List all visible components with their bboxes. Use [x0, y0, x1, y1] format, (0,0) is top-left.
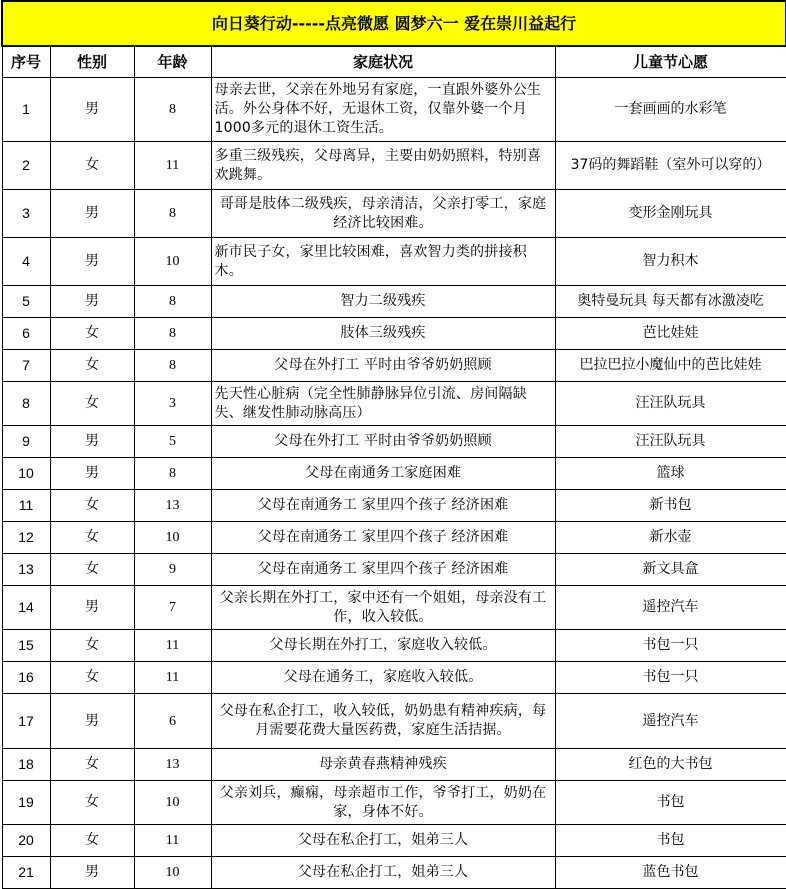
row-family-cell: 母亲去世，父亲在外地另有家庭，一直跟外婆外公生活。外公身体不好，无退休工资，仅靠外婆一个月1000多元的退休工资生活。 — [211, 78, 555, 142]
table-row — [2, 825, 786, 857]
row-index-cell: 5 — [2, 286, 50, 318]
row-family-cell: 新市民子女，家里比较困难，喜欢智力类的拼接积木。 — [211, 238, 555, 286]
row-family-cell: 父母长期在外打工，家庭收入较低。 — [211, 630, 555, 662]
row-wish-cell: 遥控汽车 — [555, 694, 786, 749]
row-gender-cell: 男 — [50, 286, 134, 318]
row-gender-cell: 女 — [50, 522, 134, 554]
title-row — [2, 1, 786, 46]
table-row — [2, 522, 786, 554]
row-index-cell: 21 — [2, 857, 50, 889]
row-family-cell: 父母在外打工 平时由爷爷奶奶照顾 — [211, 426, 555, 458]
row-age-cell: 13 — [134, 490, 211, 522]
row-family-cell: 父亲刘兵，癫痫，母亲超市工作，爷爷打工，奶奶在家，身体不好。 — [211, 781, 555, 825]
header-row — [2, 46, 786, 78]
row-gender-cell: 女 — [50, 142, 134, 190]
row-gender-cell: 女 — [50, 382, 134, 426]
row-family-cell: 父母在私企打工，收入较低，奶奶患有精神疾病，每月需要花费大量医药费，家庭生活拮据。 — [211, 694, 555, 749]
row-index-cell: 6 — [2, 318, 50, 350]
row-gender-cell: 男 — [50, 78, 134, 142]
table-row — [2, 781, 786, 825]
row-gender-cell: 女 — [50, 662, 134, 694]
row-index-cell: 17 — [2, 694, 50, 749]
table-row — [2, 286, 786, 318]
table-row — [2, 318, 786, 350]
row-family-cell: 多重三级残疾，父母离异，主要由奶奶照料，特别喜欢跳舞。 — [211, 142, 555, 190]
row-age-cell: 8 — [134, 78, 211, 142]
row-family-cell: 父母在私企打工，姐弟三人 — [211, 825, 555, 857]
row-index-cell: 9 — [2, 426, 50, 458]
row-index-cell: 18 — [2, 749, 50, 781]
row-age-cell: 7 — [134, 586, 211, 630]
row-wish-cell: 篮球 — [555, 458, 786, 490]
row-wish-cell: 芭比娃娃 — [555, 318, 786, 350]
row-family-cell: 父母在南通务工 家里四个孩子 经济困难 — [211, 490, 555, 522]
row-wish-cell: 书包一只 — [555, 662, 786, 694]
row-index-cell: 16 — [2, 662, 50, 694]
header-gender: 性别 — [50, 46, 134, 78]
header-wish: 儿童节心愿 — [555, 46, 786, 78]
row-wish-cell: 书包 — [555, 781, 786, 825]
row-index-cell: 11 — [2, 490, 50, 522]
row-wish-cell: 奥特曼玩具 每天都有冰激凌吃 — [555, 286, 786, 318]
row-wish-cell: 变形金刚玩具 — [555, 190, 786, 238]
table-row — [2, 78, 786, 142]
row-wish-cell: 汪汪队玩具 — [555, 426, 786, 458]
row-index-cell: 2 — [2, 142, 50, 190]
row-family-cell: 父母在南通务工家庭困难 — [211, 458, 555, 490]
row-index-cell: 14 — [2, 586, 50, 630]
row-family-cell: 父亲长期在外打工，家中还有一个姐姐，母亲没有工作，收入较低。 — [211, 586, 555, 630]
table-row — [2, 694, 786, 749]
row-wish-cell: 新文具盒 — [555, 554, 786, 586]
table-row — [2, 490, 786, 522]
row-family-cell: 母亲黄春燕精神残疾 — [211, 749, 555, 781]
row-family-cell: 父母在南通务工 家里四个孩子 经济困难 — [211, 522, 555, 554]
row-gender-cell: 男 — [50, 190, 134, 238]
row-family-cell: 智力二级残疾 — [211, 286, 555, 318]
row-gender-cell: 女 — [50, 630, 134, 662]
table-row — [2, 458, 786, 490]
row-gender-cell: 女 — [50, 781, 134, 825]
row-age-cell: 3 — [134, 382, 211, 426]
row-family-cell: 父母在私企打工，姐弟三人 — [211, 857, 555, 889]
row-wish-cell: 37码的舞蹈鞋（室外可以穿的） — [555, 142, 786, 190]
row-age-cell: 8 — [134, 458, 211, 490]
row-index-cell: 8 — [2, 382, 50, 426]
table-row — [2, 586, 786, 630]
row-age-cell: 5 — [134, 426, 211, 458]
sheet-title: 向日葵行动-----点亮微愿 圆梦六一 爱在崇川益起行 — [2, 1, 786, 46]
table-row — [2, 382, 786, 426]
row-index-cell: 3 — [2, 190, 50, 238]
row-gender-cell: 男 — [50, 857, 134, 889]
row-gender-cell: 女 — [50, 490, 134, 522]
row-family-cell: 父母在外打工 平时由爷爷奶奶照顾 — [211, 350, 555, 382]
table-row — [2, 662, 786, 694]
row-age-cell: 11 — [134, 142, 211, 190]
row-index-cell: 15 — [2, 630, 50, 662]
row-age-cell: 10 — [134, 781, 211, 825]
header-index: 序号 — [2, 46, 50, 78]
row-index-cell: 1 — [2, 78, 50, 142]
row-gender-cell: 男 — [50, 458, 134, 490]
header-family: 家庭状况 — [211, 46, 555, 78]
row-age-cell: 8 — [134, 318, 211, 350]
table-row — [2, 190, 786, 238]
row-gender-cell: 男 — [50, 426, 134, 458]
row-wish-cell: 书包 — [555, 825, 786, 857]
row-family-cell: 哥哥是肢体二级残疾，母亲清洁，父亲打零工，家庭经济比较困难。 — [211, 190, 555, 238]
row-wish-cell: 蓝色书包 — [555, 857, 786, 889]
row-gender-cell: 男 — [50, 238, 134, 286]
row-age-cell: 6 — [134, 694, 211, 749]
row-gender-cell: 女 — [50, 554, 134, 586]
header-age: 年龄 — [134, 46, 211, 78]
row-index-cell: 7 — [2, 350, 50, 382]
row-wish-cell: 一套画画的水彩笔 — [555, 78, 786, 142]
table-row — [2, 749, 786, 781]
row-family-cell: 先天性心脏病（完全性肺静脉异位引流、房间隔缺失、继发性肺动脉高压） — [211, 382, 555, 426]
row-wish-cell: 新书包 — [555, 490, 786, 522]
row-wish-cell: 书包一只 — [555, 630, 786, 662]
row-index-cell: 10 — [2, 458, 50, 490]
row-age-cell: 10 — [134, 857, 211, 889]
row-age-cell: 9 — [134, 554, 211, 586]
table-row — [2, 554, 786, 586]
row-age-cell: 8 — [134, 190, 211, 238]
table-row — [2, 630, 786, 662]
row-age-cell: 11 — [134, 825, 211, 857]
row-age-cell: 8 — [134, 286, 211, 318]
row-gender-cell: 女 — [50, 825, 134, 857]
row-wish-cell: 遥控汽车 — [555, 586, 786, 630]
row-age-cell: 11 — [134, 630, 211, 662]
row-family-cell: 肢体三级残疾 — [211, 318, 555, 350]
row-gender-cell: 男 — [50, 694, 134, 749]
table-row — [2, 426, 786, 458]
row-wish-cell: 红色的大书包 — [555, 749, 786, 781]
row-age-cell: 10 — [134, 238, 211, 286]
row-gender-cell: 女 — [50, 318, 134, 350]
row-gender-cell: 女 — [50, 749, 134, 781]
row-index-cell: 4 — [2, 238, 50, 286]
row-age-cell: 13 — [134, 749, 211, 781]
table-row — [2, 238, 786, 286]
row-index-cell: 13 — [2, 554, 50, 586]
row-wish-cell: 汪汪队玩具 — [555, 382, 786, 426]
row-family-cell: 父母在南通务工 家里四个孩子 经济困难 — [211, 554, 555, 586]
row-index-cell: 20 — [2, 825, 50, 857]
table-row — [2, 142, 786, 190]
row-wish-cell: 巴拉巴拉小魔仙中的芭比娃娃 — [555, 350, 786, 382]
table-row — [2, 350, 786, 382]
row-gender-cell: 男 — [50, 586, 134, 630]
row-index-cell: 19 — [2, 781, 50, 825]
row-wish-cell: 新水壶 — [555, 522, 786, 554]
row-gender-cell: 女 — [50, 350, 134, 382]
row-age-cell: 10 — [134, 522, 211, 554]
row-age-cell: 11 — [134, 662, 211, 694]
row-index-cell: 12 — [2, 522, 50, 554]
row-age-cell: 8 — [134, 350, 211, 382]
row-wish-cell: 智力积木 — [555, 238, 786, 286]
wish-list-table — [1, 0, 786, 889]
row-family-cell: 父母在通务工，家庭收入较低。 — [211, 662, 555, 694]
